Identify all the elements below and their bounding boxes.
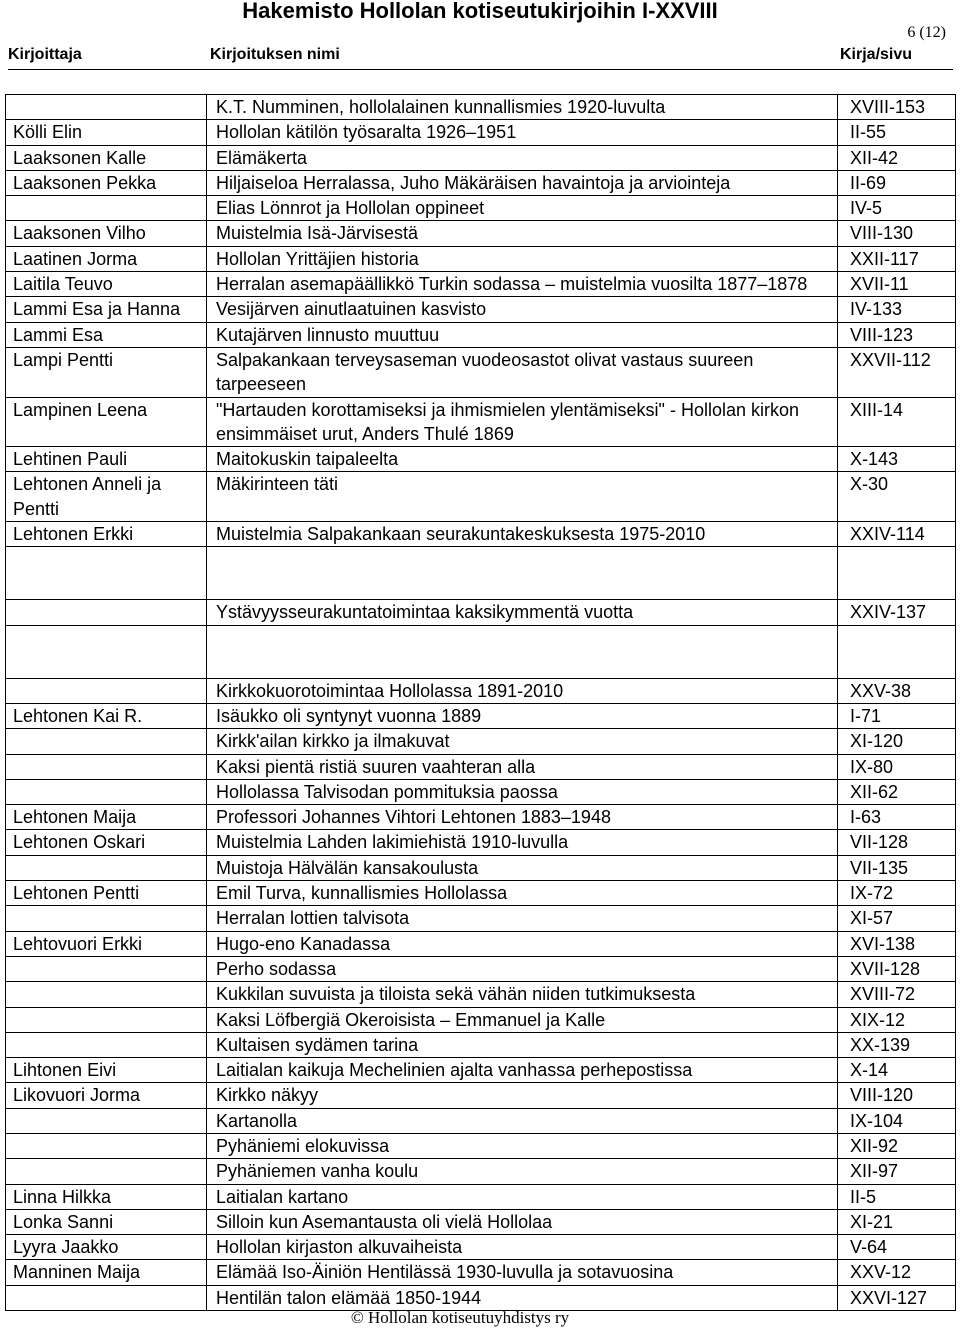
author-cell	[6, 95, 207, 120]
article-title-cell	[207, 547, 838, 600]
index-row	[6, 1058, 956, 1083]
book-page-cell: II-55	[838, 120, 956, 145]
index-table	[5, 94, 956, 1311]
article-title-cell: Hollolan kirjaston alkuvaiheista	[207, 1235, 838, 1260]
author-cell: Lampi Pentti	[6, 347, 207, 397]
author-cell: Lammi Esa	[6, 322, 207, 347]
index-row	[6, 246, 956, 271]
article-title-cell: Elämäkerta	[207, 145, 838, 170]
author-cell	[6, 729, 207, 754]
index-row	[6, 1260, 956, 1285]
book-page-cell: V-64	[838, 1235, 956, 1260]
index-row	[6, 729, 956, 754]
author-cell: Lammi Esa ja Hanna	[6, 297, 207, 322]
book-page-cell: XXII-117	[838, 246, 956, 271]
author-cell	[6, 754, 207, 779]
author-cell	[6, 600, 207, 625]
index-row	[6, 703, 956, 728]
book-page-cell: VII-135	[838, 855, 956, 880]
index-row	[6, 678, 956, 703]
article-title-cell: Emil Turva, kunnallismies Hollolassa	[207, 881, 838, 906]
index-row	[6, 600, 956, 625]
index-row	[6, 956, 956, 981]
book-page-cell: IX-72	[838, 881, 956, 906]
index-row	[6, 447, 956, 472]
spacer-row	[6, 547, 956, 600]
index-row	[6, 1285, 956, 1310]
author-cell	[6, 982, 207, 1007]
index-row	[6, 1235, 956, 1260]
article-title-cell: Elämää Iso-Äiniön Hentilässä 1930-luvulla ja sotavuosina	[207, 1260, 838, 1285]
book-page-cell	[838, 625, 956, 678]
article-title-cell: Hollolan kätilön työsaralta 1926–1951	[207, 120, 838, 145]
book-page-cell: XIII-14	[838, 397, 956, 447]
book-page-cell: VIII-123	[838, 322, 956, 347]
article-title-cell: Hollolan Yrittäjien historia	[207, 246, 838, 271]
author-cell	[6, 779, 207, 804]
author-cell: Lehtonen Maija	[6, 805, 207, 830]
author-cell: Lehtovuori Erkki	[6, 931, 207, 956]
index-row	[6, 906, 956, 931]
book-page-cell: XXIV-114	[838, 522, 956, 547]
author-cell	[6, 1285, 207, 1310]
index-row	[6, 522, 956, 547]
book-page-cell: XI-120	[838, 729, 956, 754]
article-title-cell: Hiljaiseloa Herralassa, Juho Mäkäräisen havaintoja ja arviointeja	[207, 170, 838, 195]
author-cell: Likovuori Jorma	[6, 1083, 207, 1108]
article-title-cell: Herralan lottien talvisota	[207, 906, 838, 931]
index-row	[6, 754, 956, 779]
author-cell: Laatinen Jorma	[6, 246, 207, 271]
article-title-cell: Muistoja Hälvälän kansakoulusta	[207, 855, 838, 880]
book-page-cell: II-69	[838, 170, 956, 195]
author-cell: Lehtinen Pauli	[6, 447, 207, 472]
header-rule	[8, 69, 953, 70]
book-page-cell: XXIV-137	[838, 600, 956, 625]
index-row	[6, 1159, 956, 1184]
book-page-cell: X-30	[838, 472, 956, 522]
article-title-cell: Kirkk'ailan kirkko ja ilmakuvat	[207, 729, 838, 754]
book-page-cell: XI-21	[838, 1209, 956, 1234]
article-title-cell: Kartanolla	[207, 1108, 838, 1133]
index-row	[6, 855, 956, 880]
index-row	[6, 881, 956, 906]
book-page-cell: XXVII-112	[838, 347, 956, 397]
author-cell: Laitila Teuvo	[6, 272, 207, 297]
index-row	[6, 120, 956, 145]
article-title-cell: Kutajärven linnusto muuttuu	[207, 322, 838, 347]
article-title-cell: Laitialan kaikuja Mechelinien ajalta vanhassa perhepostissa	[207, 1058, 838, 1083]
book-page-cell: XX-139	[838, 1032, 956, 1057]
book-page-cell: XXV-12	[838, 1260, 956, 1285]
book-page-cell: IV-133	[838, 297, 956, 322]
author-cell	[6, 956, 207, 981]
book-page-cell: XIX-12	[838, 1007, 956, 1032]
article-title-cell: Mäkirinteen täti	[207, 472, 838, 522]
book-page-cell: X-143	[838, 447, 956, 472]
book-page-cell: XVIII-72	[838, 982, 956, 1007]
author-cell: Kölli Elin	[6, 120, 207, 145]
author-cell: Laaksonen Vilho	[6, 221, 207, 246]
book-page-cell: XII-92	[838, 1133, 956, 1158]
index-row	[6, 145, 956, 170]
book-page-cell: XVI-138	[838, 931, 956, 956]
index-row	[6, 196, 956, 221]
author-cell	[6, 625, 207, 678]
article-title-cell: Perho sodassa	[207, 956, 838, 981]
article-title-cell: Kaksi pientä ristiä suuren vaahteran alla	[207, 754, 838, 779]
index-row	[6, 170, 956, 195]
index-row	[6, 347, 956, 397]
author-cell	[6, 906, 207, 931]
index-row	[6, 322, 956, 347]
book-page-cell: II-5	[838, 1184, 956, 1209]
index-row	[6, 472, 956, 522]
index-row	[6, 1108, 956, 1133]
column-header-author: Kirjoittaja	[8, 46, 82, 63]
index-row	[6, 1209, 956, 1234]
index-row	[6, 1133, 956, 1158]
author-cell: Manninen Maija	[6, 1260, 207, 1285]
index-row	[6, 272, 956, 297]
index-row	[6, 397, 956, 447]
spacer-row	[6, 625, 956, 678]
book-page-cell: XVII-11	[838, 272, 956, 297]
author-cell	[6, 678, 207, 703]
book-page-cell: XVIII-153	[838, 95, 956, 120]
column-header-reference: Kirja/sivu	[840, 46, 913, 63]
index-row	[6, 297, 956, 322]
article-title-cell: Hugo-eno Kanadassa	[207, 931, 838, 956]
author-cell: Lampinen Leena	[6, 397, 207, 447]
index-row	[6, 830, 956, 855]
book-page-cell: XII-42	[838, 145, 956, 170]
book-page-cell: IV-5	[838, 196, 956, 221]
author-cell: Lehtonen Erkki	[6, 522, 207, 547]
article-title-cell: Herralan asemapäällikkö Turkin sodassa – muistelmia vuosilta 1877–1878	[207, 272, 838, 297]
article-title-cell	[207, 625, 838, 678]
index-row	[6, 221, 956, 246]
article-title-cell: Muistelmia Lahden lakimiehistä 1910-luvulla	[207, 830, 838, 855]
author-cell	[6, 855, 207, 880]
article-title-cell: Laitialan kartano	[207, 1184, 838, 1209]
article-title-cell: Elias Lönnrot ja Hollolan oppineet	[207, 196, 838, 221]
article-title-cell: Kaksi Löfbergiä Okeroisista – Emmanuel ja Kalle	[207, 1007, 838, 1032]
index-row	[6, 931, 956, 956]
article-title-cell: Isäukko oli syntynyt vuonna 1889	[207, 703, 838, 728]
index-table-body	[6, 95, 956, 1311]
article-title-cell: Vesijärven ainutlaatuinen kasvisto	[207, 297, 838, 322]
article-title-cell: Professori Johannes Vihtori Lehtonen 1883–1948	[207, 805, 838, 830]
book-page-cell: XVII-128	[838, 956, 956, 981]
article-title-cell: K.T. Numminen, hollolalainen kunnallismies 1920-luvulta	[207, 95, 838, 120]
author-cell	[6, 1032, 207, 1057]
article-title-cell: Kirkko näkyy	[207, 1083, 838, 1108]
book-page-cell	[838, 547, 956, 600]
author-cell	[6, 196, 207, 221]
index-row	[6, 1184, 956, 1209]
article-title-cell: Muistelmia Isä-Järvisestä	[207, 221, 838, 246]
book-page-cell: XXV-38	[838, 678, 956, 703]
book-page-cell: VIII-130	[838, 221, 956, 246]
article-title-cell: Kukkilan suvuista ja tiloista sekä vähän niiden tutkimuksesta	[207, 982, 838, 1007]
author-cell	[6, 1108, 207, 1133]
author-cell: Lehtonen Anneli ja Pentti	[6, 472, 207, 522]
article-title-cell: Kultaisen sydämen tarina	[207, 1032, 838, 1057]
author-cell: Linna Hilkka	[6, 1184, 207, 1209]
book-page-cell: I-71	[838, 703, 956, 728]
article-title-cell: "Hartauden korottamiseksi ja ihmismielen ylentämiseksi" - Hollolan kirkon ensimmäiset urut, Anders Thulé 1869	[207, 397, 838, 447]
index-row	[6, 1032, 956, 1057]
index-row	[6, 1083, 956, 1108]
article-title-cell: Pyhäniemi elokuvissa	[207, 1133, 838, 1158]
author-cell: Lehtonen Oskari	[6, 830, 207, 855]
author-cell: Lyyra Jaakko	[6, 1235, 207, 1260]
index-row	[6, 95, 956, 120]
author-cell	[6, 1007, 207, 1032]
book-page-cell: IX-104	[838, 1108, 956, 1133]
footer-copyright: © Hollolan kotiseutuyhdistys ry	[350, 1308, 570, 1327]
document-title: Hakemisto Hollolan kotiseutukirjoihin I-XXVIII	[242, 0, 718, 23]
article-title-cell: Ystävyysseurakuntatoimintaa kaksikymmentä vuotta	[207, 600, 838, 625]
article-title-cell: Maitokuskin taipaleelta	[207, 447, 838, 472]
author-cell: Lehtonen Pentti	[6, 881, 207, 906]
article-title-cell: Silloin kun Asemantausta oli vielä Hollolaa	[207, 1209, 838, 1234]
column-header-article: Kirjoituksen nimi	[210, 46, 340, 63]
book-page-cell: XII-97	[838, 1159, 956, 1184]
author-cell: Lihtonen Eivi	[6, 1058, 207, 1083]
article-title-cell: Salpakankaan terveysaseman vuodeosastot olivat vastaus suureen tarpeeseen	[207, 347, 838, 397]
article-title-cell: Kirkkokuorotoimintaa Hollolassa 1891-2010	[207, 678, 838, 703]
book-page-cell: I-63	[838, 805, 956, 830]
book-page-cell: VII-128	[838, 830, 956, 855]
book-page-cell: VIII-120	[838, 1083, 956, 1108]
index-row	[6, 779, 956, 804]
author-cell: Lonka Sanni	[6, 1209, 207, 1234]
author-cell: Laaksonen Kalle	[6, 145, 207, 170]
article-title-cell: Muistelmia Salpakankaan seurakuntakeskuksesta 1975-2010	[207, 522, 838, 547]
author-cell: Laaksonen Pekka	[6, 170, 207, 195]
book-page-cell: X-14	[838, 1058, 956, 1083]
author-cell	[6, 1133, 207, 1158]
index-row	[6, 805, 956, 830]
author-cell	[6, 547, 207, 600]
index-row	[6, 1007, 956, 1032]
book-page-cell: XI-57	[838, 906, 956, 931]
book-page-cell: XII-62	[838, 779, 956, 804]
article-title-cell: Pyhäniemen vanha koulu	[207, 1159, 838, 1184]
author-cell	[6, 1159, 207, 1184]
page-number: 6 (12)	[907, 24, 946, 41]
article-title-cell: Hentilän talon elämää 1850-1944	[207, 1285, 838, 1310]
author-cell: Lehtonen Kai R.	[6, 703, 207, 728]
book-page-cell: XXVI-127	[838, 1285, 956, 1310]
article-title-cell: Hollolassa Talvisodan pommituksia paossa	[207, 779, 838, 804]
book-page-cell: IX-80	[838, 754, 956, 779]
index-row	[6, 982, 956, 1007]
